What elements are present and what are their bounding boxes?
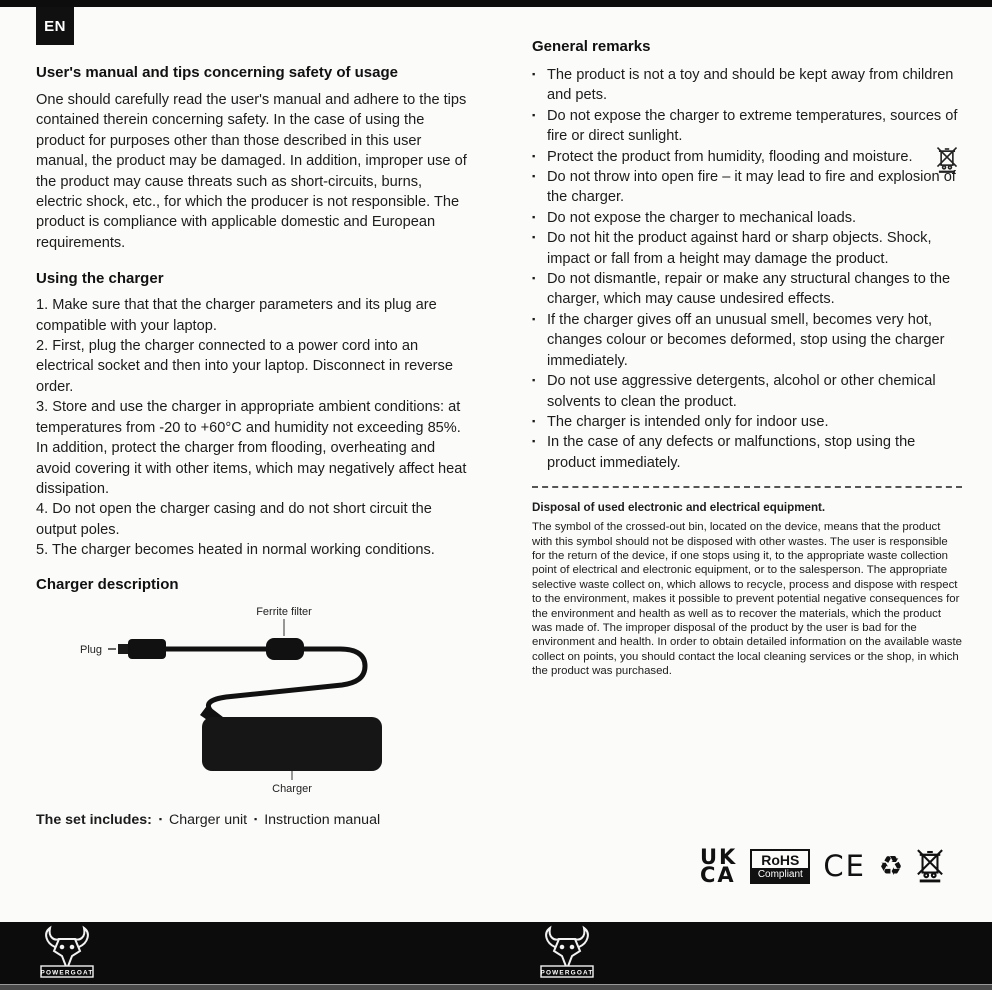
list-item: ▪ Do not hit the product against hard or sharp objects. Shock, impact or fall from a height may damage the product.: [532, 228, 962, 269]
list-item: ▪ Do not expose the charger to mechanical loads.: [532, 208, 962, 228]
footer-bar: [0, 922, 992, 984]
bullet-icon: ▪: [532, 211, 536, 223]
list-item: ▪ The charger is intended only for indoor use.: [532, 412, 962, 432]
bullet-icon: ▪: [532, 109, 536, 121]
conformity-marks: [700, 845, 944, 887]
plug-label: Plug: [80, 643, 103, 656]
bullet-icon: ▪: [532, 415, 536, 427]
rohs-mark: RoHS Compliant: [750, 849, 810, 884]
list-item: ▪ The product is not a toy and should be kept away from children and pets.: [532, 65, 962, 106]
set-includes-line: [36, 812, 469, 828]
intro-paragraph: One should carefully read the user's manual and adhere to the tips contained therein concerning safety. In the case of using the product for purposes other than those described in this user manual, the product may be damaged. In addition, improper use of the product may cause threats such as short-circuits, burns, electric shock, etc., for which the producer is not responsible. The product is compliance with applicable domestic and European requirements.: [36, 92, 467, 251]
plug-body-icon: [128, 639, 166, 659]
ce-mark: CE: [823, 849, 866, 883]
powergoat-logo: [538, 925, 596, 981]
step-item: 3. Store and use the charger in appropriate ambient conditions: at temperatures from -20 to +60°C and humidity not exceeding 85%. In addition, protect the charger from flooding, overheating and avoid covering it with other items, which may negatively affect heat dissipation.: [36, 399, 467, 497]
bullet-icon: ▪: [532, 313, 536, 325]
brand-text: POWERGOAT: [540, 969, 594, 977]
disposal-paragraph: The symbol of the crossed-out bin, located on the device, means that the product with this symbol should not be disposed with other wastes. The user is responsible for the return of the device, if one stops using it, to the appropriate waste collection point of electrical and electronic equipment, or to the salesperson. The appropriate selective waste collect on, which allows to recycle, process and dispose with respect to the environment, makes it possible to prevent potential negative consequences for the environment and health as well as to recover the materials, which the product was made of. The improper disposal of the product by the user is bad for the environment and health. In order to obtain detailed information on the available waste collect on points, you should contact the local cleaning services or the shop, in which the product was purchased.: [532, 521, 962, 678]
charger-label: Charger: [272, 782, 312, 795]
section-title-safety: User's manual and tips concerning safety of usage: [36, 64, 398, 81]
bullet-icon: ▪: [532, 150, 536, 162]
bullet-icon: ▪: [532, 171, 536, 183]
step-item: 4. Do not open the charger casing and do not short circuit the output poles.: [36, 501, 432, 538]
language-badge: EN: [36, 7, 74, 45]
general-remarks-list: [532, 65, 962, 473]
list-item: ▪ In the case of any defects or malfunctions, stop using the product immediately.: [532, 432, 962, 473]
list-item: ▪ If the charger gives off an unusual smell, becomes very hot, changes colour or becomes deformed, stop using the charger immediately.: [532, 310, 962, 371]
disposal-heading: Disposal of used electronic and electrical equipment.: [532, 501, 826, 515]
bullet-icon: ▪: [532, 273, 536, 285]
usage-steps: [36, 295, 469, 560]
charger-brick-icon: [202, 717, 382, 771]
set-item: Instruction manual: [264, 811, 381, 828]
list-item: ▪ Do not use aggressive detergents, alcohol or other chemical solvents to clean the product.: [532, 371, 962, 412]
step-item: 5. The charger becomes heated in normal working conditions.: [36, 542, 435, 559]
list-item: ▪ Do not throw into open fire – it may lead to fire and explosion of the charger.: [532, 167, 962, 208]
bullet-icon: ▪: [254, 813, 258, 824]
ukca-mark: UK CA: [700, 845, 738, 887]
right-column: [532, 38, 962, 679]
bullet-icon: ▪: [158, 813, 163, 824]
brand-text: POWERGOAT: [40, 969, 94, 977]
list-item: ▪ Protect the product from humidity, flooding and moisture.: [532, 147, 962, 167]
charger-diagram: [74, 603, 414, 795]
ferrite-filter-label: Ferrite filter: [256, 605, 312, 618]
powergoat-logo: [38, 925, 96, 981]
left-column: [36, 64, 469, 828]
step-item: 2. First, plug the charger connected to a power cord into an electrical socket and then into your laptop. Disconnect in reverse order.: [36, 338, 453, 395]
section-title-charger-description: Charger description: [36, 575, 179, 593]
section-title-general-remarks: General remarks: [532, 38, 651, 55]
set-includes-label: The set includes:: [36, 811, 152, 828]
list-item: ▪ Do not dismantle, repair or make any structural changes to the charger, which may cause undesired effects.: [532, 269, 962, 310]
bottom-edge-strip: [0, 984, 992, 990]
bullet-icon: ▪: [532, 436, 536, 448]
bullet-icon: ▪: [532, 69, 536, 80]
bullet-icon: ▪: [532, 375, 536, 387]
step-item: 1. Make sure that that the charger parameters and its plug are compatible with your laptop.: [36, 297, 437, 334]
bullet-icon: ▪: [532, 232, 536, 244]
crossed-bin-icon: [916, 848, 944, 884]
dashed-divider: [532, 486, 962, 488]
set-item: Charger unit: [169, 811, 248, 828]
crossed-bin-icon-small: [936, 146, 958, 174]
list-item: ▪ Do not expose the charger to extreme temperatures, sources of fire or direct sunlight.: [532, 106, 962, 147]
recycling-icon: ♻: [878, 850, 904, 881]
ferrite-filter-icon: [266, 638, 304, 660]
top-black-bar: [0, 0, 992, 7]
section-title-using-charger: Using the charger: [36, 270, 164, 288]
